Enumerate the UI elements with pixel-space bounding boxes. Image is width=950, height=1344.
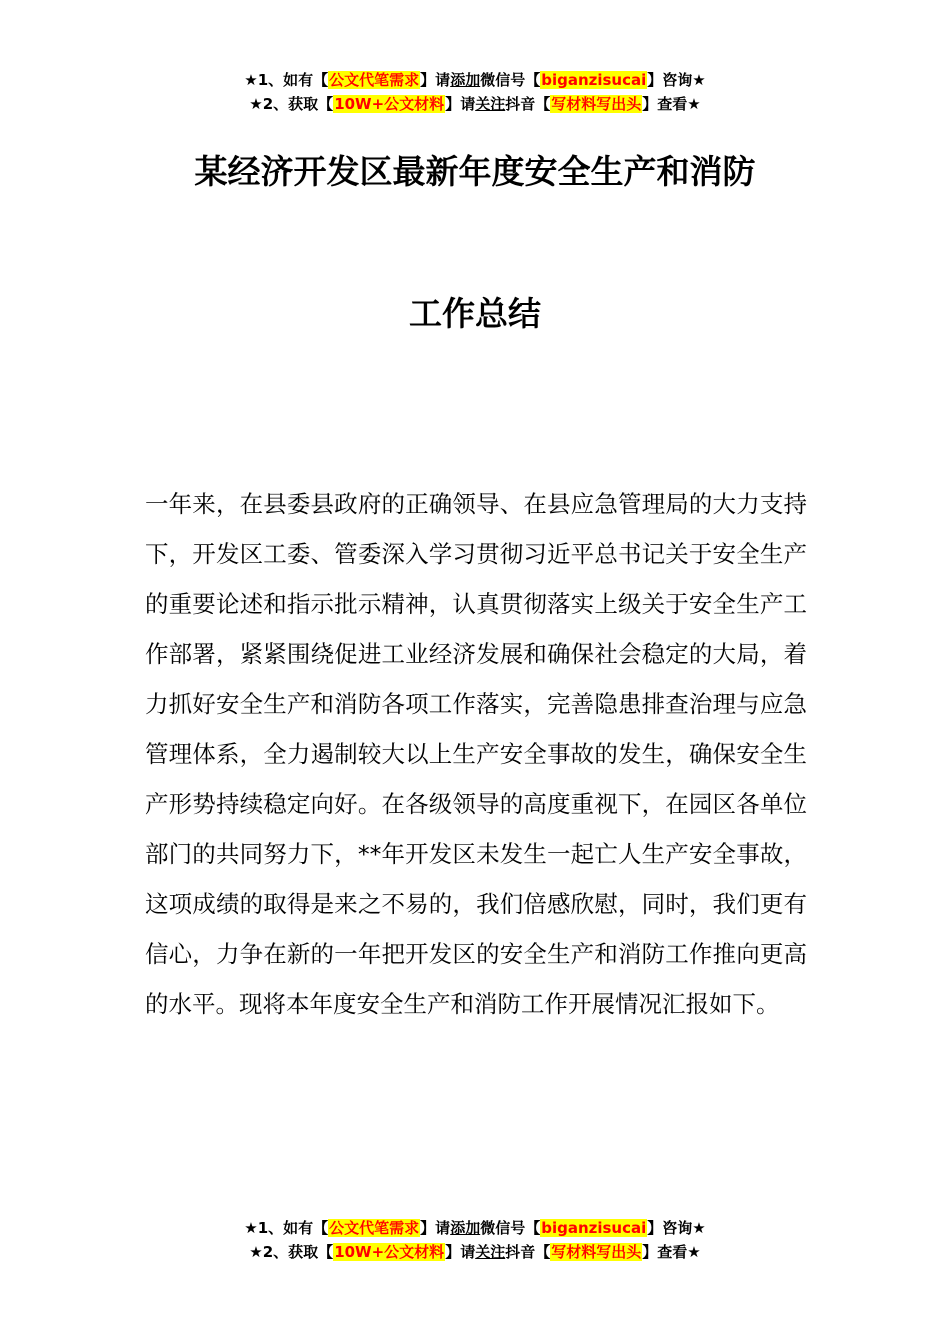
emphasis-text: 关注 xyxy=(475,95,506,113)
header-banner xyxy=(0,68,950,116)
banner-text: 】咨询★ xyxy=(647,71,706,89)
banner-text: 微信号【 xyxy=(480,1219,541,1237)
banner-text: 】请 xyxy=(445,1243,476,1261)
document-title-line-1: 某经济开发区最新年度安全生产和消防 xyxy=(194,152,756,191)
body-paragraph: 一年来，在县委县政府的正确领导、在县应急管理局的大力支持下，开发区工委、管委深入学习贯彻习近平总书记关于安全生产的重要论述和指示批示精神，认真贯彻落实上级关于安全生产工作部署，紧紧围绕促进工业经济发展和确保社会稳定的大局，着力抓好安全生产和消防各项工作落实，完善隐患排查治理与应急管理体系，全力遏制较大以上生产安全事故的发生，确保安全生产形势持续稳定向好。在各级领导的高度重视下，在园区各单位部门的共同努力下，**年开发区未发生一起亡人生产安全事故，这项成绩的取得是来之不易的，我们倍感欣慰，同时，我们更有信心，力争在新的一年把开发区的安全生产和消防工作推向更高的水平。现将本年度安全生产和消防工作开展情况汇报如下。 xyxy=(145,490,807,1018)
banner-line-2 xyxy=(0,92,950,116)
highlighted-text: 10W+公文材料 xyxy=(334,95,445,113)
douyin-account: 写材料写出头 xyxy=(551,95,642,113)
emphasis-text: 关注 xyxy=(475,1243,506,1261)
highlighted-text: 10W+公文材料 xyxy=(334,1243,445,1261)
banner-text: 微信号【 xyxy=(480,71,541,89)
banner-line-1 xyxy=(0,1216,950,1240)
banner-text: 】请 xyxy=(420,71,451,89)
emphasis-text: 添加 xyxy=(450,1219,481,1237)
douyin-account: 写材料写出头 xyxy=(551,1243,642,1261)
banner-text: 】查看★ xyxy=(642,1243,701,1261)
banner-text: 抖音【 xyxy=(505,95,551,113)
banner-text: ★2、获取【 xyxy=(249,1243,334,1261)
document-title-line-2: 工作总结 xyxy=(409,294,541,333)
banner-text: 】查看★ xyxy=(642,95,701,113)
banner-text: ★1、如有【 xyxy=(244,1219,329,1237)
wechat-id: biganzisucai xyxy=(541,1219,647,1237)
banner-line-1 xyxy=(0,68,950,92)
footer-banner xyxy=(0,1216,950,1264)
highlighted-text: 公文代笔需求 xyxy=(329,71,420,89)
banner-text: 】请 xyxy=(445,95,476,113)
banner-line-2 xyxy=(0,1240,950,1264)
banner-text: ★1、如有【 xyxy=(244,71,329,89)
wechat-id: biganzisucai xyxy=(541,71,647,89)
highlighted-text: 公文代笔需求 xyxy=(329,1219,420,1237)
banner-text: 】请 xyxy=(420,1219,451,1237)
banner-text: 抖音【 xyxy=(505,1243,551,1261)
emphasis-text: 添加 xyxy=(450,71,481,89)
banner-text: ★2、获取【 xyxy=(249,95,334,113)
banner-text: 】咨询★ xyxy=(647,1219,706,1237)
